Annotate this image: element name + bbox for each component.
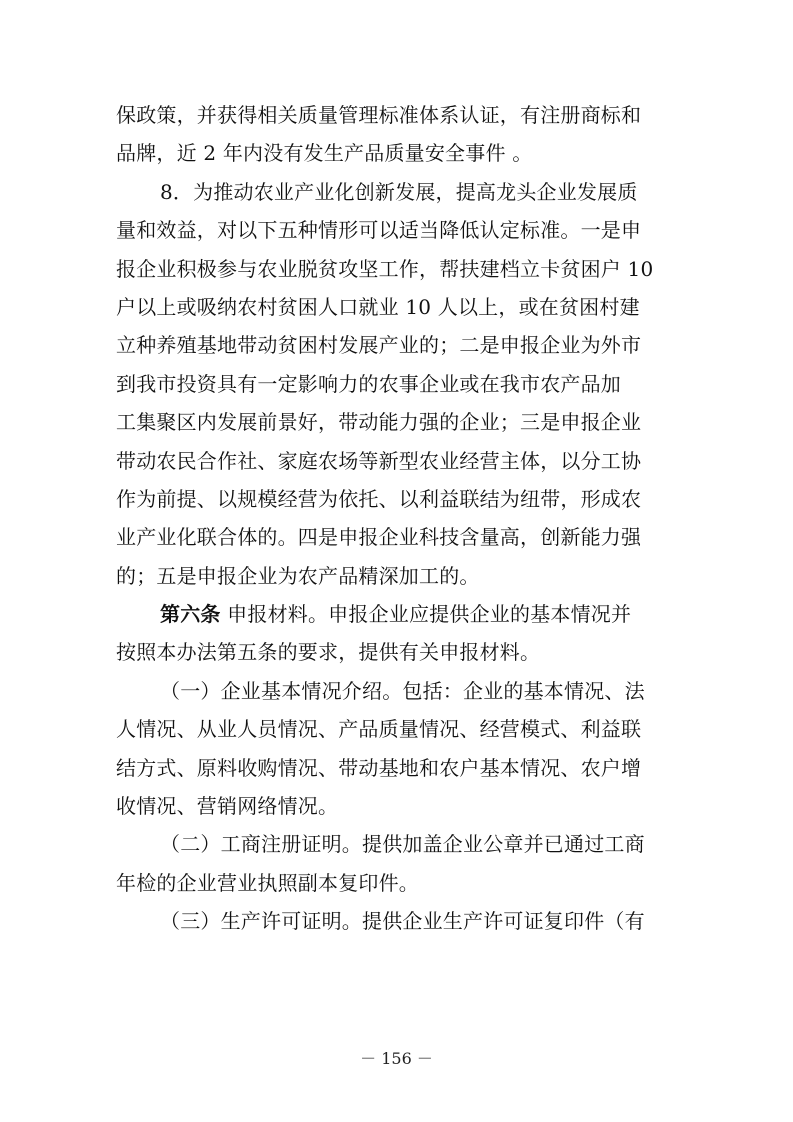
paragraph-line: （一）企业基本情况介绍。包括：企业的基本情况、法 [160, 678, 645, 703]
paragraph-line: 立种养殖基地带动贫困村发展产业的；二是申报企业为外市 [116, 333, 642, 358]
paragraph-line: 年检的企业营业执照副本复印件。 [116, 870, 419, 895]
paragraph-line: 量和效益，对以下五种情形可以适当降低认定标准。一是申 [116, 218, 642, 243]
paragraph-line: 品牌，近 2 年内没有发生产品质量安全事件 。 [116, 141, 533, 166]
page-number: － 156 － [360, 1049, 433, 1068]
paragraph-line: 8．为推动农业产业化创新发展，提高龙头企业发展质 [160, 179, 638, 204]
paragraph-line: 报企业积极参与农业脱贫攻坚工作，帮扶建档立卡贫困户 10 [116, 256, 654, 281]
article-heading: 第六条 [160, 602, 221, 627]
paragraph-line: 结方式、原料收购情况、带动基地和农户基本情况、农户增 [116, 755, 642, 780]
paragraph-line: 到我市投资具有一定影响力的农事企业或在我市农产品加 [116, 371, 621, 396]
article-line [116, 595, 676, 633]
paragraph-line: 带动农民合作社、家庭农场等新型农业经营主体，以分工协 [116, 448, 642, 473]
paragraph-line: 作为前提、以规模经营为依托、以利益联结为纽带，形成农 [116, 486, 642, 511]
paragraph-line: 收情况、营销网络情况。 [116, 794, 339, 819]
paragraph-line: 保政策，并获得相关质量管理标准体系认证，有注册商标和 [116, 103, 642, 127]
paragraph-line: 按照本办法第五条的要求，提供有关申报材料。 [116, 640, 541, 665]
paragraph-line: 业产业化联合体的。四是申报企业科技含量高，创新能力强 [116, 525, 642, 550]
paragraph-line: 工集聚区内发展前景好，带动能力强的企业；三是申报企业 [116, 410, 642, 435]
article-text: 申报材料。申报企业应提供企业的基本情况并 [227, 602, 632, 627]
paragraph-line: 的；五是申报企业为农产品精深加工的。 [116, 563, 480, 588]
paragraph-line: 户以上或吸纳农村贫困人口就业 10 人以上，或在贫困村建 [116, 294, 640, 319]
paragraph-line: （三）生产许可证明。提供企业生产许可证复印件（有 [160, 909, 645, 934]
document-body [116, 96, 676, 941]
paragraph-line: 人情况、从业人员情况、产品质量情况、经营模式、利益联 [116, 717, 642, 742]
paragraph-line: （二）工商注册证明。提供加盖企业公章并已通过工商 [160, 832, 645, 857]
